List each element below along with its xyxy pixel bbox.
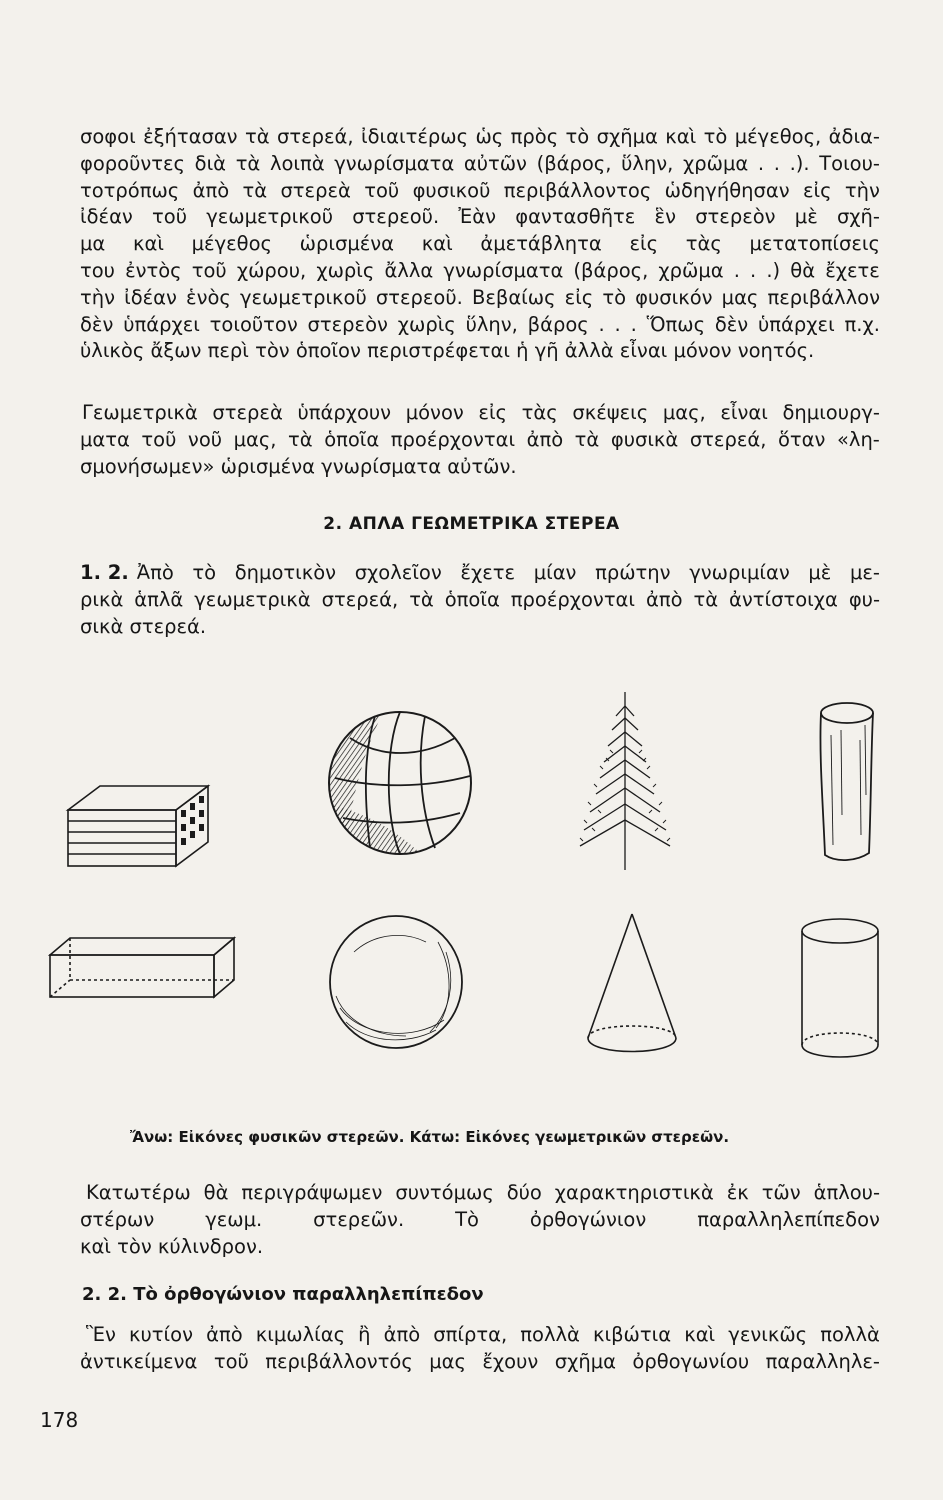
text-line: Ἓν κυτίον ἀπὸ κιμωλίας ἢ ἀπὸ σπίρτα, πολλὰ κιβώτια καὶ γενικῶς πολλὰ (86, 1323, 880, 1346)
cone-icon (582, 910, 682, 1060)
text-line: του ἐντὸς τοῦ χώρου, χωρὶς ἄλλα γνωρίσματα (βάρος, χρῶμα . . .) θὰ ἔχετε (80, 258, 880, 282)
text-line: στέρων γεωμ. στερεῶν. Τὸ ὀρθογώνιον παραλληλεπίπεδον (80, 1207, 880, 1231)
bricks-icon (60, 780, 215, 870)
text-line: σικὰ στερεά. (80, 614, 207, 638)
text-line: ρικὰ ἁπλᾶ γεωμετρικὰ στερεά, τὰ ὁποῖα προέρχονται ἀπὸ τὰ ἀντίστοιχα φυ- (80, 587, 880, 611)
text-line: μα καὶ μέγεθος ὡρισμένα καὶ ἀμετάβλητα εἰς τὰς μετατοπίσεις (80, 232, 880, 256)
tree-icon (570, 688, 680, 873)
text-line: τοτρόπως ἀπὸ τὰ στερεὰ τοῦ φυσικοῦ περιβάλλοντος ὡδηγήθησαν εἰς τὴν (80, 178, 880, 202)
text-line: ματα τοῦ νοῦ μας, τὰ ὁποῖα προέρχονται ἀπὸ τὰ φυσικὰ στερεά, ὅταν «λη- (80, 427, 880, 451)
cylinder-icon (798, 915, 883, 1065)
text-line: τὴν ἰδέαν ἑνὸς γεωμετρικοῦ στερεοῦ. Βεβαίως εἰς τὸ φυσικόν μας περιβάλλον (80, 285, 880, 309)
log-icon (805, 695, 880, 865)
paragraph-3 (80, 560, 880, 640)
text-line: φοροῦντες διὰ τὰ λοιπὰ γνωρίσματα αὐτῶν (βάρος, ὕλην, χρῶμα . . .). Τοιου- (80, 151, 880, 175)
paragraph-number: 1. 2. (80, 561, 129, 584)
box-icon (48, 935, 238, 1000)
text-line: ἀντικείμενα τοῦ περιβάλλοντός μας ἔχουν σχῆμα ὀρθογωνίου παραλληλε- (80, 1349, 880, 1373)
page-number: 178 (40, 1408, 79, 1432)
paragraph-1 (80, 124, 880, 365)
paragraph-5 (80, 1322, 880, 1376)
subsection-heading: 2. 2. Τὸ ὀρθογώνιον παραλληλεπίπεδον (82, 1284, 484, 1305)
text-line: καὶ τὸν κύλινδρον. (80, 1234, 264, 1258)
figure-caption: Ἄνω: Εἰκόνες φυσικῶν στερεῶν. Κάτω: Εἰκόνες γεωμετρικῶν στερεῶν. (130, 1128, 730, 1146)
section-heading: 2. ΑΠΛΑ ΓΕΩΜΕΤΡΙΚΑ ΣΤΕΡΕΑ (323, 514, 620, 534)
text-line: σμονήσωμεν» ὡρισμένα γνωρίσματα αὐτῶν. (80, 454, 517, 478)
text-line: ἰδέαν τοῦ γεωμετρικοῦ στερεοῦ. Ἐὰν φαντασθῆτε ἓν στερεὸν μὲ σχῆ- (80, 205, 880, 229)
ball-icon (325, 708, 475, 858)
text-line: Κατωτέρω θὰ περιγράψωμεν συντόμως δύο χαρακτηριστικὰ ἐκ τῶν ἁπλου- (86, 1181, 880, 1204)
text-line: σοφοι ἐξήτασαν τὰ στερεά, ἰδιαιτέρως ὡς πρὸς τὸ σχῆμα καὶ τὸ μέγεθος, ἀδια- (80, 125, 880, 148)
text-line: Γεωμετρικὰ στερεὰ ὑπάρχουν μόνον εἰς τὰς σκέψεις μας, εἶναι δημιουργ- (82, 401, 880, 424)
text-line: ὑλικὸς ἄξων περὶ τὸν ὁποῖον περιστρέφεται ἡ γῆ ἀλλὰ εἶναι μόνον νοητός. (80, 339, 815, 363)
text-line-content: Ἀπὸ τὸ δημοτικὸν σχολεῖον ἔχετε μίαν πρώτην γνωριμίαν μὲ με- (136, 561, 880, 584)
text-line (80, 560, 880, 587)
paragraph-2 (80, 400, 880, 480)
paragraph-4 (80, 1180, 880, 1260)
sphere-icon (326, 912, 466, 1052)
text-line: δὲν ὑπάρχει τοιοῦτον στερεὸν χωρὶς ὕλην, βάρος . . . Ὅπως δὲν ὑπάρχει π.χ. (80, 312, 880, 336)
